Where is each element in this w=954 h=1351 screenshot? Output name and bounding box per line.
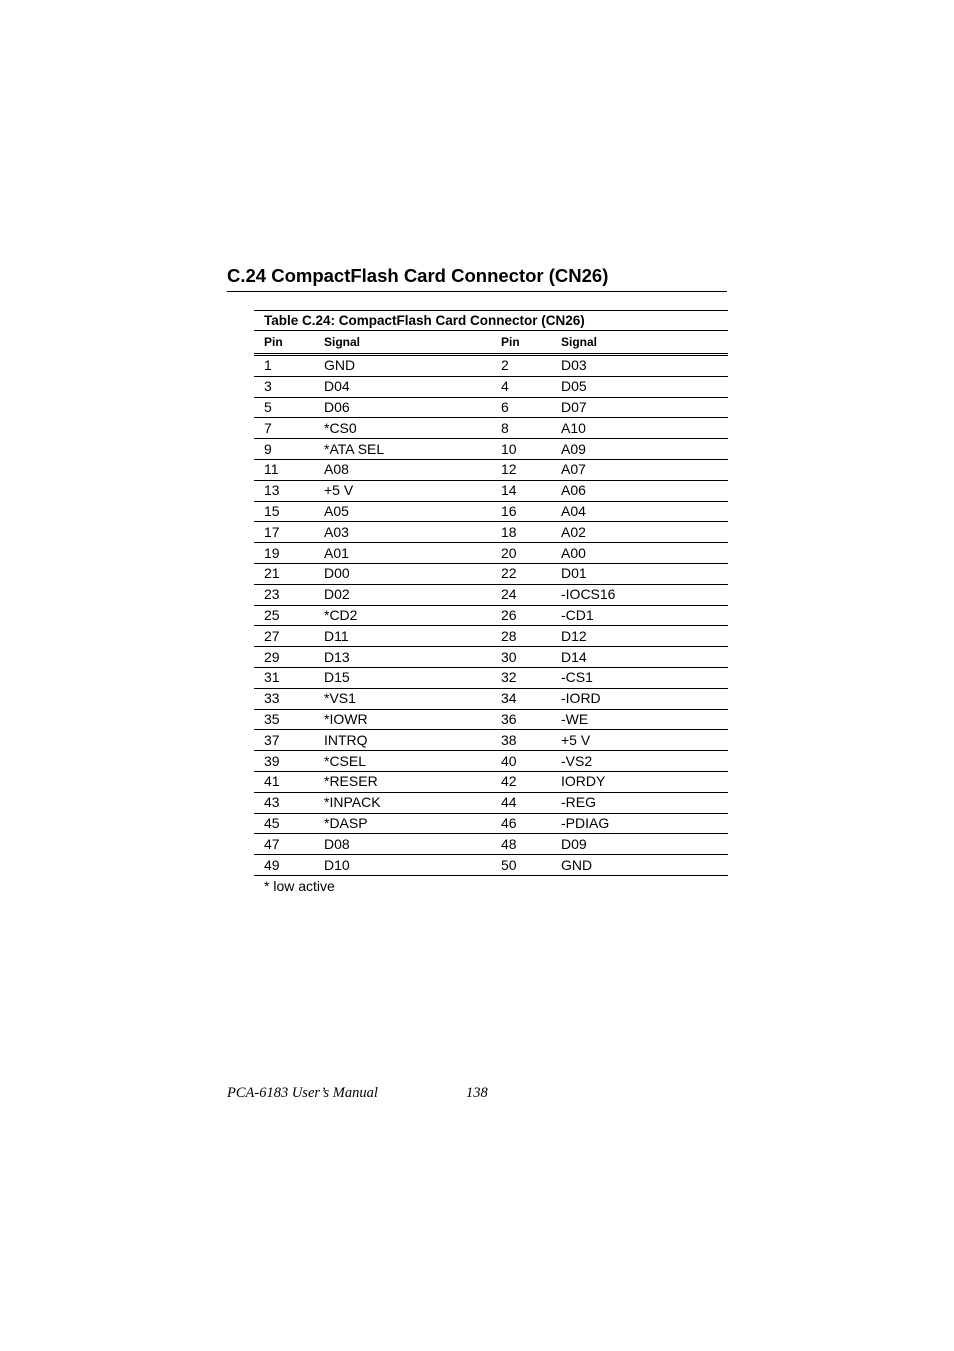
- table-row: [254, 667, 728, 688]
- table-row: [254, 480, 728, 501]
- table-row: [254, 522, 728, 543]
- pin-left-cell: 17: [254, 522, 314, 543]
- pin-left-cell: 47: [254, 834, 314, 855]
- pin-left-cell: 37: [254, 730, 314, 751]
- pin-left-cell: 19: [254, 543, 314, 564]
- table-row: [254, 439, 728, 460]
- pin-right-cell: 20: [491, 543, 551, 564]
- table-row: [254, 626, 728, 647]
- pin-right-cell: 26: [491, 605, 551, 626]
- pin-left-cell: 45: [254, 813, 314, 834]
- signal-left-cell: A03: [314, 522, 491, 543]
- page-number: 138: [466, 1085, 488, 1101]
- signal-right-cell: D12: [551, 626, 728, 647]
- header-pin-right: Pin: [491, 331, 551, 355]
- pin-right-cell: 48: [491, 834, 551, 855]
- table-caption: Table C.24: CompactFlash Card Connector (CN26): [254, 310, 728, 331]
- pin-left-cell: 49: [254, 855, 314, 876]
- pin-left-cell: 5: [254, 397, 314, 418]
- table-row: [254, 709, 728, 730]
- signal-right-cell: -IORD: [551, 688, 728, 709]
- signal-right-cell: A09: [551, 439, 728, 460]
- signal-left-cell: D11: [314, 626, 491, 647]
- table-row: [254, 792, 728, 813]
- pin-right-cell: 6: [491, 397, 551, 418]
- table-row: [254, 397, 728, 418]
- signal-right-cell: A06: [551, 480, 728, 501]
- pin-left-cell: 41: [254, 771, 314, 792]
- pin-right-cell: 8: [491, 418, 551, 439]
- pin-left-cell: 1: [254, 355, 314, 377]
- pin-right-cell: 2: [491, 355, 551, 377]
- pin-left-cell: 21: [254, 563, 314, 584]
- table-row: [254, 376, 728, 397]
- table-row: [254, 647, 728, 668]
- signal-right-cell: -CS1: [551, 667, 728, 688]
- pin-right-cell: 16: [491, 501, 551, 522]
- signal-left-cell: D06: [314, 397, 491, 418]
- pin-right-cell: 32: [491, 667, 551, 688]
- pin-left-cell: 23: [254, 584, 314, 605]
- signal-left-cell: *IOWR: [314, 709, 491, 730]
- signal-right-cell: D05: [551, 376, 728, 397]
- table-row: [254, 688, 728, 709]
- pin-table-container: [254, 310, 728, 896]
- pin-right-cell: 40: [491, 751, 551, 772]
- pin-right-cell: 46: [491, 813, 551, 834]
- signal-left-cell: GND: [314, 355, 491, 377]
- signal-right-cell: D07: [551, 397, 728, 418]
- table-header-row: [254, 331, 728, 355]
- signal-left-cell: *INPACK: [314, 792, 491, 813]
- signal-left-cell: *CS0: [314, 418, 491, 439]
- signal-right-cell: D09: [551, 834, 728, 855]
- table-row: [254, 834, 728, 855]
- pin-left-cell: 13: [254, 480, 314, 501]
- pin-right-cell: 12: [491, 459, 551, 480]
- pin-left-cell: 27: [254, 626, 314, 647]
- signal-right-cell: A07: [551, 459, 728, 480]
- signal-right-cell: -WE: [551, 709, 728, 730]
- table-row: [254, 771, 728, 792]
- pin-left-cell: 33: [254, 688, 314, 709]
- signal-left-cell: D02: [314, 584, 491, 605]
- header-pin-left: Pin: [254, 331, 314, 355]
- table-footnote: * low active: [264, 877, 335, 894]
- pin-right-cell: 18: [491, 522, 551, 543]
- signal-right-cell: GND: [551, 855, 728, 876]
- pin-left-cell: 31: [254, 667, 314, 688]
- signal-right-cell: +5 V: [551, 730, 728, 751]
- signal-left-cell: *DASP: [314, 813, 491, 834]
- signal-right-cell: IORDY: [551, 771, 728, 792]
- signal-left-cell: *VS1: [314, 688, 491, 709]
- signal-left-cell: D04: [314, 376, 491, 397]
- header-signal-right: Signal: [551, 331, 728, 355]
- table-row: [254, 563, 728, 584]
- signal-right-cell: -PDIAG: [551, 813, 728, 834]
- pin-right-cell: 30: [491, 647, 551, 668]
- pin-assignment-table: [254, 331, 728, 876]
- pin-right-cell: 28: [491, 626, 551, 647]
- section-heading: C.24 CompactFlash Card Connector (CN26): [227, 264, 727, 292]
- signal-right-cell: -REG: [551, 792, 728, 813]
- table-row: [254, 730, 728, 751]
- pin-left-cell: 35: [254, 709, 314, 730]
- pin-right-cell: 4: [491, 376, 551, 397]
- signal-left-cell: *CD2: [314, 605, 491, 626]
- signal-left-cell: A01: [314, 543, 491, 564]
- table-row: [254, 751, 728, 772]
- signal-right-cell: A04: [551, 501, 728, 522]
- signal-right-cell: A02: [551, 522, 728, 543]
- pin-right-cell: 14: [491, 480, 551, 501]
- signal-left-cell: INTRQ: [314, 730, 491, 751]
- signal-right-cell: A00: [551, 543, 728, 564]
- pin-left-cell: 25: [254, 605, 314, 626]
- signal-left-cell: A08: [314, 459, 491, 480]
- pin-left-cell: 43: [254, 792, 314, 813]
- signal-left-cell: *RESER: [314, 771, 491, 792]
- signal-right-cell: D01: [551, 563, 728, 584]
- pin-right-cell: 44: [491, 792, 551, 813]
- table-row: [254, 855, 728, 876]
- signal-left-cell: D10: [314, 855, 491, 876]
- table-row: [254, 355, 728, 377]
- pin-left-cell: 29: [254, 647, 314, 668]
- pin-right-cell: 10: [491, 439, 551, 460]
- signal-right-cell: -CD1: [551, 605, 728, 626]
- pin-left-cell: 39: [254, 751, 314, 772]
- pin-right-cell: 38: [491, 730, 551, 751]
- signal-left-cell: *ATA SEL: [314, 439, 491, 460]
- pin-left-cell: 15: [254, 501, 314, 522]
- signal-left-cell: D08: [314, 834, 491, 855]
- pin-right-cell: 24: [491, 584, 551, 605]
- signal-right-cell: D14: [551, 647, 728, 668]
- signal-left-cell: A05: [314, 501, 491, 522]
- table-row: [254, 543, 728, 564]
- signal-left-cell: D00: [314, 563, 491, 584]
- table-row: [254, 584, 728, 605]
- pin-left-cell: 9: [254, 439, 314, 460]
- signal-left-cell: D13: [314, 647, 491, 668]
- pin-left-cell: 3: [254, 376, 314, 397]
- table-row: [254, 459, 728, 480]
- header-signal-left: Signal: [314, 331, 491, 355]
- signal-right-cell: D03: [551, 355, 728, 377]
- pin-right-cell: 50: [491, 855, 551, 876]
- table-row: [254, 813, 728, 834]
- footer-manual-title: PCA-6183 User’s Manual: [227, 1085, 378, 1101]
- pin-right-cell: 22: [491, 563, 551, 584]
- pin-right-cell: 42: [491, 771, 551, 792]
- signal-right-cell: A10: [551, 418, 728, 439]
- pin-right-cell: 34: [491, 688, 551, 709]
- signal-left-cell: D15: [314, 667, 491, 688]
- pin-left-cell: 7: [254, 418, 314, 439]
- pin-left-cell: 11: [254, 459, 314, 480]
- pin-right-cell: 36: [491, 709, 551, 730]
- table-body: [254, 355, 728, 876]
- table-row: [254, 501, 728, 522]
- table-row: [254, 605, 728, 626]
- table-row: [254, 418, 728, 439]
- signal-right-cell: -IOCS16: [551, 584, 728, 605]
- signal-left-cell: +5 V: [314, 480, 491, 501]
- signal-left-cell: *CSEL: [314, 751, 491, 772]
- signal-right-cell: -VS2: [551, 751, 728, 772]
